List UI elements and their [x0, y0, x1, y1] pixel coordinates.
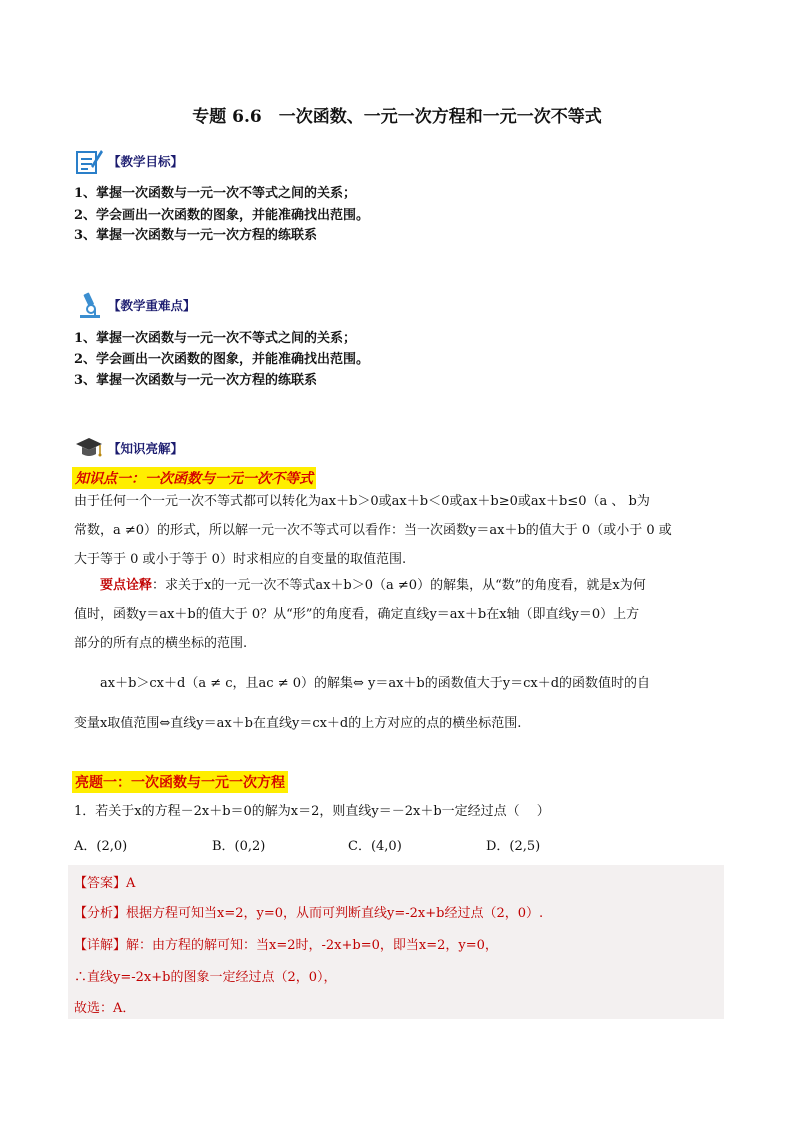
example-title: 亮题一：一次函数与一元一次方程 [72, 771, 288, 793]
keypoint-item: 1、掌握一次函数与一元一次不等式之间的关系； [74, 331, 357, 346]
detail-line: 【详解】解：由方程的解可知：当x=2时，-2x+b=0，即当x=2，y=0， [74, 938, 498, 953]
key-note-paragraph: 要点诠释：求关于x的一元一次不等式ax＋b＞0（a ≠0）的解集，从“数”的角度看，就是x为何 值时，函数y＝ax＋b的值大于 0？从“形”的角度看，确定直线y＝ax＋b在x轴（即直线y＝0）上方 部分的所有点的横坐标的范围. [74, 578, 646, 651]
keypoints-heading-label: 【教学重难点】 [108, 298, 196, 313]
option-d: D．(2,5) [486, 839, 541, 854]
graduation-cap-icon [74, 433, 104, 463]
pencil-note-icon [74, 146, 104, 176]
document-title: 专题 6.6 一次函数、一元一次方程和一元一次不等式 [192, 107, 602, 127]
knowledge-heading-label: 【知识亮解】 [108, 441, 184, 456]
analysis-line: 【分析】根据方程可知当x=2，y=0，从而可判断直线y=-2x+b经过点（2，0）. [74, 906, 544, 921]
keypoint-item: 2、学会画出一次函数的图象，并能准确找出范围。 [74, 352, 370, 367]
detail-line-2: ∴直线y=-2x+b的图象一定经过点（2，0）， [74, 970, 337, 985]
question-text: 1．若关于x的方程－2x＋b＝0的解为x＝2，则直线y＝－2x＋b一定经过点（ ） [74, 804, 550, 819]
choice-line: 故选：A． [74, 1001, 136, 1016]
goals-heading [74, 146, 183, 176]
goal-item: 1、掌握一次函数与一元一次不等式之间的关系； [74, 186, 357, 201]
knowledge-point-title: 知识点一：一次函数与一元一次不等式 [72, 467, 316, 489]
rule-paragraph: ax＋b＞cx＋d（a ≠ c，且ac ≠ 0）的解集⇔ y＝ax＋b的函数值大于y＝cx＋d的函数值时的自 变量x取值范围⇔直线y＝ax＋b在直线y＝cx＋d的上方对应的点的横坐标范围. [74, 676, 651, 731]
goal-item: 3、掌握一次函数与一元一次方程的练联系 [74, 228, 318, 243]
option-a: A．(2,0) [74, 839, 128, 854]
answer-line: 【答案】A [74, 876, 136, 891]
microscope-icon [74, 290, 104, 320]
option-b: B．(0,2) [212, 839, 266, 854]
goal-item: 2、学会画出一次函数的图象，并能准确找出范围。 [74, 208, 370, 223]
key-note-label: 要点诠释 [100, 578, 153, 593]
knowledge-paragraph: 由于任何一个一元一次不等式都可以转化为ax＋b＞0或ax＋b＜0或ax＋b≥0或ax＋b≤0（a 、 b为 常数，a ≠0）的形式，所以解一元一次不等式可以看作：当一次函数y＝ax＋b的值大于 0（或小于 0 或 大于等于 0 或小于等于 0）时求相应的自变量的取值范围. [74, 494, 672, 567]
goals-heading-label: 【教学目标】 [108, 154, 184, 169]
knowledge-heading [74, 433, 183, 463]
keypoint-item: 3、掌握一次函数与一元一次方程的练联系 [74, 373, 318, 388]
option-c: C．(4,0) [348, 839, 402, 854]
keypoints-heading [74, 290, 196, 320]
